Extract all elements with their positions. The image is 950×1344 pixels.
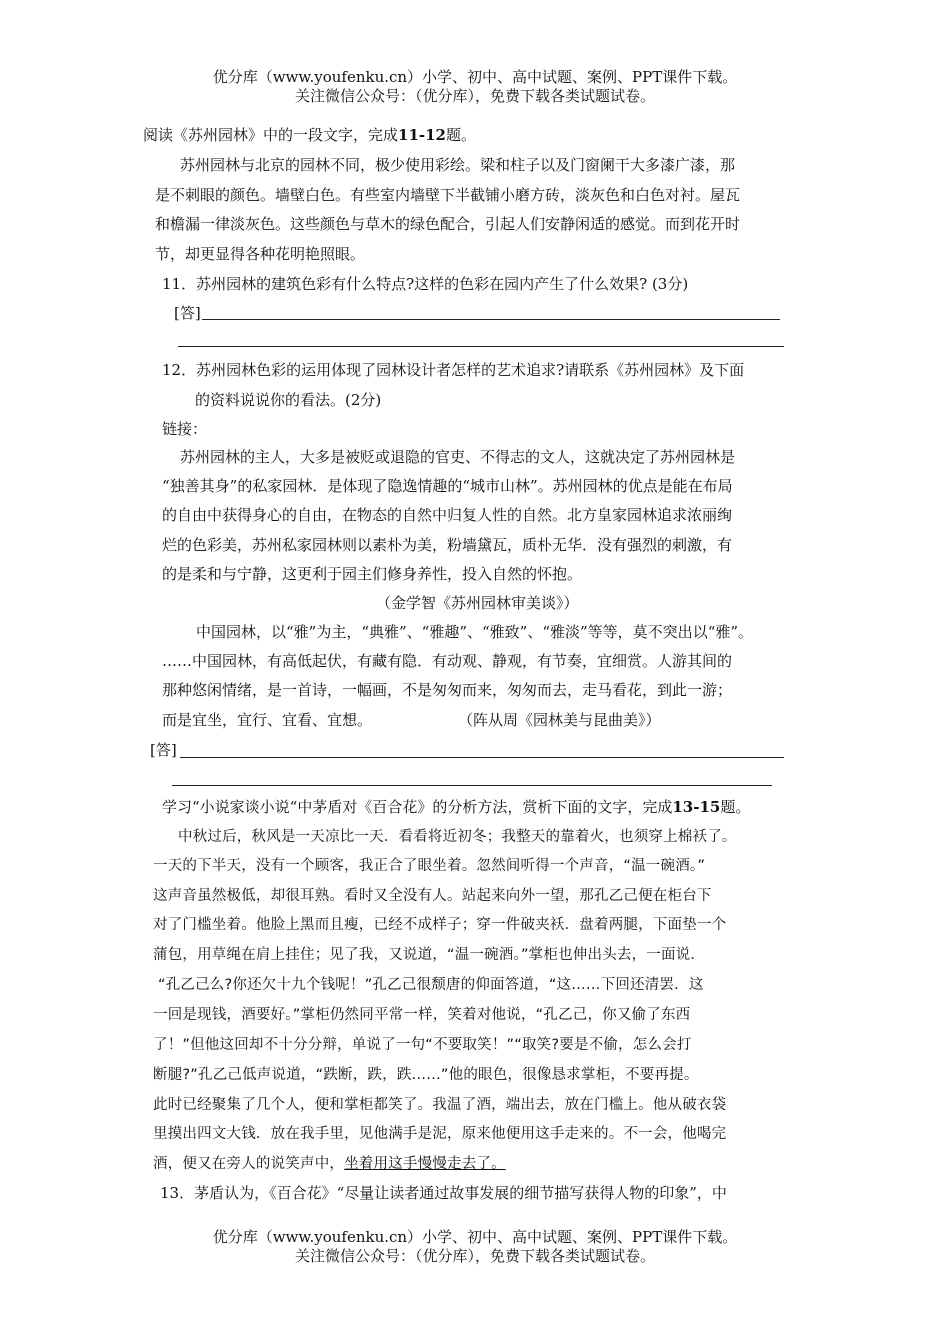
source-2: （阵从周《园林美与昆曲美》） <box>458 711 661 729</box>
question-11: 11．苏州园林的建筑色彩有什么特点?这样的色彩在园内产生了什么效果? (3分) <box>162 275 689 293</box>
passage2-line: 了！”但他这回却不十分分辩，单说了一句“不要取笑！”“取笑?要是不偷，怎么会打 <box>153 1037 692 1053</box>
passage2-line: 里摸出四文大钱．放在我手里，见他满手是泥，原来他便用这手走来的。不一会，他喝完 <box>153 1126 727 1142</box>
passage2-last-line <box>153 1154 506 1174</box>
passage2-line: “孔乙己么?你还欠十九个钱呢！”孔乙己很颓唐的仰面答道，“这……下回还清罢．这 <box>158 977 704 993</box>
link2-line: ……中国园林，有高低起伏，有藏有隐．有动观、静观，有节奏，宜细赏。人游其间的 <box>162 652 733 670</box>
answer-line-11a[interactable] <box>202 319 780 320</box>
answer-label-12: [答] <box>150 741 177 759</box>
link2-line-last: 而是宜坐，宜行、宜看、宜想。 <box>162 711 373 729</box>
passage2-line: 蒲包，用草绳在肩上挂住；见了我，又说道，“温一碗酒。”掌柜也伸出头去，一面说． <box>153 947 706 963</box>
footer-line-2: 关注微信公众号：（优分库），免费下载各类试题试卷。 <box>294 1247 655 1265</box>
section2-intro-text: 学习“小说家谈小说“中茅盾对《百合花》的分析方法，赏析下面的文字，完成 <box>162 798 673 816</box>
link2-line: 那种悠闲情绪，是一首诗，一幅画，不是匆匆而来，匆匆而去，走马看花，到此一游； <box>162 681 733 699</box>
section2-intro-number: 13-15 <box>672 798 721 816</box>
section1-intro-suffix: 题。 <box>446 126 477 144</box>
passage2-line: 这声音虽然极低，却很耳熟。看时又全没有人。站起来向外一望，那孔乙己便在柜台下 <box>153 888 712 904</box>
passage2-line: 此时已经聚集了几个人，便和掌柜都笑了。我温了酒，端出去，放在门槛上。他从破衣袋 <box>153 1097 727 1113</box>
link1-line: 烂的色彩美，苏州私家园林则以素朴为美，粉墙黛瓦，质朴无华．没有强烈的刺激，有 <box>162 536 733 554</box>
passage2-line: 一天的下半天，没有一个顾客，我正合了眼坐着。忽然间听得一个声音，“温一碗酒。” <box>153 858 706 874</box>
question-12-line-1: 12．苏州园林色彩的运用体现了园林设计者怎样的艺术追求?请联系《苏州园林》及下面 <box>162 361 745 379</box>
header-line-1: 优分库（www.youfenku.cn）小学、初中、高中试题、案例、PPT课件下载。 <box>212 68 738 86</box>
source-1: （金学智《苏州园林审美谈》） <box>376 594 579 612</box>
passage2-line: 对了门槛坐着。他脸上黑而且瘦，已经不成样子；穿一件破夹袄．盘着两腿，下面垫一个 <box>153 917 727 933</box>
header-line-2: 关注微信公众号：（优分库），免费下载各类试题试卷。 <box>294 87 655 105</box>
question-12-line-2: 的资料说说你的看法。(2分) <box>195 391 382 409</box>
passage2-line: 一回是现钱，酒要好。”掌柜仍然同平常一样，笑着对他说，“孔乙己，你又偷了东西 <box>153 1007 691 1023</box>
passage1-line: 苏州园林与北京的园林不同，极少使用彩绘。梁和柱子以及门窗阑干大多漆广漆，那 <box>180 156 736 174</box>
section2-intro-suffix: 题。 <box>720 798 751 816</box>
passage2-last-text: 酒，便又在旁人的说笑声中， <box>153 1156 345 1172</box>
link1-line: 苏州园林的主人，大多是被贬或退隐的官吏、不得志的文人，这就决定了苏州园林是 <box>180 448 736 466</box>
link-label: 链接： <box>162 420 208 438</box>
link2-line: 中国园林，以“雅”为主，“典雅”、“雅趣”、“雅致”、“雅淡”等等，莫不突出以“雅”。 <box>196 623 754 641</box>
answer-label-11: [答] <box>174 304 201 322</box>
footer-line-1: 优分库（www.youfenku.cn）小学、初中、高中试题、案例、PPT课件下载。 <box>212 1228 738 1246</box>
passage1-line: 是不刺眼的颜色。墙壁白色。有些室内墙壁下半截铺小磨方砖，淡灰色和白色对衬。屋瓦 <box>155 186 741 204</box>
question-13: 13．茅盾认为，《百合花》“尽量让读者通过故事发展的细节描写获得人物的印象”，中 <box>160 1184 727 1202</box>
underlined-sentence: 坐着用这手慢慢走去了。 <box>344 1156 506 1172</box>
section1-intro-text: 阅读《苏州园林》中的一段文字，完成 <box>143 126 399 144</box>
section1-intro-number: 11-12 <box>398 126 446 144</box>
passage2-line: 断腿?”孔乙己低声说道，“跌断，跌，跌……”他的眼色，很像恳求掌柜，不要再提。 <box>153 1067 699 1083</box>
link1-line: “独善其身”的私家园林．是体现了隐逸情趣的“城市山林”。苏州园林的优点是能在布局 <box>162 477 733 495</box>
link1-line: 的是柔和与宁静，这更利于园主们修身养性，投入自然的怀抱。 <box>162 565 583 583</box>
answer-line-12b[interactable] <box>172 785 772 786</box>
section1-intro <box>143 125 476 145</box>
passage2-line: 中秋过后，秋风是一天凉比一天．看看将近初冬；我整天的靠着火，也须穿上棉袄了。 <box>178 829 737 845</box>
answer-line-11b[interactable] <box>178 346 784 347</box>
section2-intro <box>162 797 750 817</box>
passage1-line: 和檐漏一律淡灰色。这些颜色与草木的绿色配合，引起人们安静闲适的感觉。而到花开时 <box>155 215 741 233</box>
passage1-line: 节，却更显得各种花明艳照眼。 <box>155 245 366 263</box>
link1-line: 的自由中获得身心的自由，在物态的自然中归复人性的自然。北方皇家园林追求浓丽绚 <box>162 506 733 524</box>
answer-line-12a[interactable] <box>180 757 784 758</box>
